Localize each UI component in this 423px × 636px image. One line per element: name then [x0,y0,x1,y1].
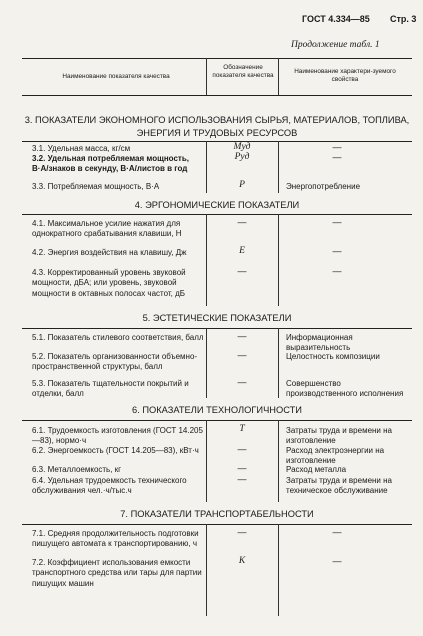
row-7-1-name: 7.1. Средняя продолжительность подготовки пишущего автомата к транспортированию, ч [32,529,199,549]
section-title-4: 4. ЭРГОНОМИЧЕСКИЕ ПОКАЗАТЕЛИ [134,200,300,210]
row-6-2-name: 6.2. Энергоемкость (ГОСТ 14.205—83), кВт·ч [32,446,199,455]
continuation-label: Продолжение табл. 1 [291,40,380,50]
row-6-4-characteristic: Затраты труда и времени на техническое обслуживание [286,476,392,496]
row-3-3-characteristic: Энергопотребление [286,182,361,191]
section-title-3: 3. ПОКАЗАТЕЛИ ЭКОНОМНОГО ИСПОЛЬЗОВАНИЯ СЫРЬЯ, МАТЕРИАЛОВ, ТОПЛИВА, ЭНЕРГИЯ И ТРУДОВЫХ РЕСУРСОВ [24,115,410,138]
row-6-2-designation: — [237,444,247,454]
row-6-3-name: 6.3. Металлоемкость, кг [32,465,122,474]
row-7-2-characteristic: — [332,556,342,566]
row-5-1-designation: — [237,331,247,341]
row-3-3-name: 3.3. Потребляемая мощность, В·А [32,182,160,191]
row-4-2-designation: E [239,246,245,256]
row-5-2-name: 5.2. Показатель организованности объемно-пространственной структуры, балл [32,352,198,372]
column-divider [278,214,279,306]
table-header-rule [22,95,412,96]
row-3-2-characteristic: — [332,152,342,162]
row-5-1-characteristic: Информационная выразительность [286,333,353,353]
row-6-1-designation: T [239,424,245,434]
row-7-1-characteristic: — [332,527,342,537]
row-6-4-designation: — [237,474,247,484]
row-4-2-name: 4.2. Энергия воздействия на клавишу, Дж [32,248,187,257]
row-6-1-characteristic: Затраты труда и времени на изготовление [286,426,392,446]
row-6-1-name: 6.1. Трудоемкость изготовления (ГОСТ 14.205—83), нормо·ч [32,426,203,446]
row-7-2-name: 7.2. Коэффициент использования емкости транспортного средства или тары для партии пишущих машин [32,558,202,588]
row-3-1-characteristic: — [332,142,342,152]
row-6-4-name: 6.4. Удельная трудоемкость технического обслуживания чел.·ч/тыс.ч [32,476,187,496]
page-number: Стр. 3 [390,14,417,24]
row-7-1-designation: — [237,527,247,537]
column-divider [278,524,279,616]
section-title-6: 6. ПОКАЗАТЕЛИ ТЕХНОЛОГИЧНОСТИ [132,405,302,415]
row-4-2-characteristic: — [332,246,342,256]
row-5-3-designation: — [237,377,247,387]
row-5-3-characteristic: Совершенство производственного исполнения [286,379,404,399]
column-divider [278,328,279,398]
section-rule [22,328,412,329]
column-divider [278,58,279,95]
column-divider [206,58,207,95]
row-4-1-characteristic: — [332,217,342,227]
section-title-5: 5. ЭСТЕТИЧЕСКИЕ ПОКАЗАТЕЛИ [142,313,292,323]
row-3-1-name: 3.1. Удельная масса, кг/см [32,144,131,153]
column-header-designation: Обозначение показателя качества [212,64,274,79]
row-4-1-name: 4.1. Максимальное усилие нажатия для однократного срабатывания клавиши, Н [32,219,182,239]
row-4-1-designation: — [237,217,247,227]
column-header-name: Наименование показателя качества [62,73,170,80]
row-3-1-designation: Мyд [233,142,251,152]
section-rule [22,214,412,215]
row-3-3-designation: P [239,180,245,190]
row-4-3-name: 4.3. Корректированный уровень звуковой мощности, дБА; или уровень, звуковой мощности в октавных полосах частот, дБ [32,268,186,298]
row-7-2-designation: K [238,556,246,566]
column-divider [278,141,279,193]
section-rule [22,420,412,421]
row-4-3-designation: — [237,266,247,276]
row-6-2-characteristic: Расход электроэнергии на изготовление [286,446,385,466]
row-6-3-characteristic: Расход металла [286,465,347,474]
row-4-3-characteristic: — [332,266,342,276]
row-3-2-name: 3.2. Удельная потребляемая мощность, В·А/знаков в секунду, В·А/листов в год [32,154,189,174]
row-5-2-designation: — [237,350,247,360]
row-5-2-characteristic: Целостность композиции [286,352,380,361]
section-rule [22,524,412,525]
column-divider [206,524,207,616]
section-title-7: 7. ПОКАЗАТЕЛИ ТРАНСПОРТАБЕЛЬНОСТИ [120,509,314,519]
column-header-characteristic: Наименование характери-зуемого свойства [294,68,396,83]
gost-number: ГОСТ 4.334—85 [302,14,370,24]
row-6-3-designation: — [237,463,247,473]
row-3-2-designation: Рyд [234,152,250,162]
column-divider [206,214,207,306]
row-5-3-name: 5.3. Показатель тщательности покрытий и отделки, балл [32,379,189,399]
column-divider [278,420,279,502]
row-5-1-name: 5.1. Показатель стилевого соответствия, балл [32,333,204,342]
table-top-rule [22,58,412,59]
